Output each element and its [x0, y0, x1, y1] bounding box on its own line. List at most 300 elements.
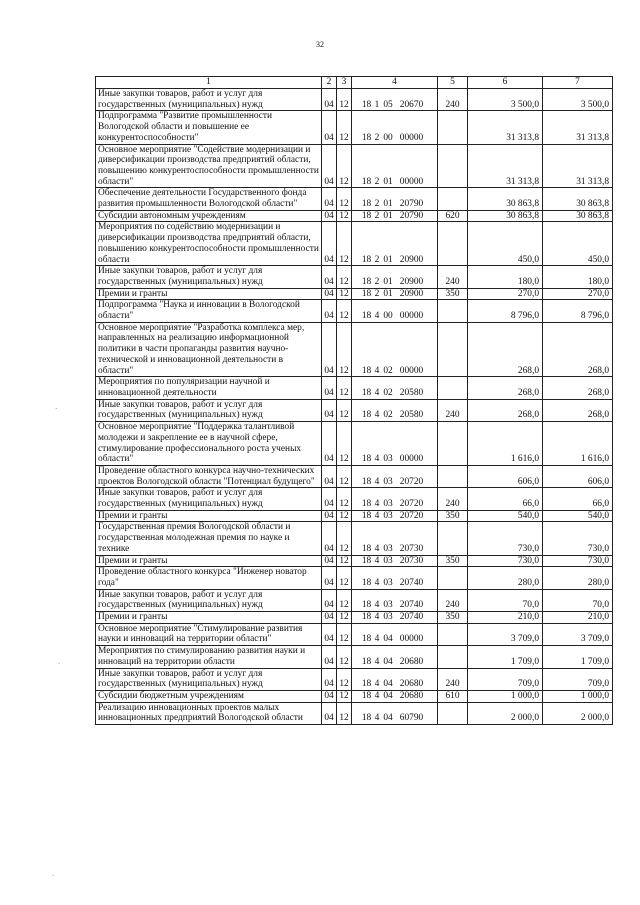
row-code-5-cell [438, 522, 468, 555]
row-code-2-cell: 04 [322, 465, 337, 487]
row-code-4-cell [352, 522, 438, 555]
row-amount-6-cell: 1 616,0 [468, 422, 543, 466]
code-part-1: 18 [361, 365, 372, 376]
table-row [96, 646, 613, 668]
row-amount-7-cell: 280,0 [543, 567, 613, 589]
row-code-5-cell [438, 646, 468, 668]
row-amount-7-cell: 730,0 [543, 522, 613, 555]
code-part-1: 18 [361, 656, 372, 667]
code-part-1: 18 [361, 510, 372, 521]
row-name-cell: Проведение областного конкурса "Инженер новатор года" [96, 567, 322, 589]
code-part-2: 4 [374, 410, 380, 421]
code-part-4: 00000 [399, 634, 424, 645]
row-amount-6-cell: 30 863,8 [468, 210, 543, 222]
row-name-cell: Субсидии автономным учреждениям [96, 210, 322, 222]
row-name-cell: Мероприятия по стимулированию развития науки и инноваций на территории области [96, 646, 322, 668]
row-amount-7-cell: 1 709,0 [543, 646, 613, 668]
row-code-4-cell [352, 422, 438, 466]
row-amount-7-cell: 730,0 [543, 555, 613, 567]
code-part-2: 4 [374, 612, 380, 623]
code-part-3: 01 [383, 199, 393, 210]
row-name-cell: Обеспечение деятельности Государственного фонда развития промышленности Вологодской области" [96, 188, 322, 210]
code-part-2: 4 [374, 454, 380, 465]
code-part-4: 00000 [399, 176, 424, 187]
code-part-1: 18 [361, 476, 372, 487]
row-amount-6-cell: 270,0 [468, 288, 543, 300]
row-code-5-cell [438, 300, 468, 322]
code-part-3: 04 [383, 656, 393, 667]
row-code-4-cell [352, 322, 438, 377]
row-code-4-cell [352, 210, 438, 222]
code-part-4: 20740 [399, 612, 424, 623]
table-row [96, 188, 613, 210]
row-code-4-cell [352, 111, 438, 144]
code-part-4: 20900 [399, 288, 424, 299]
table-row [96, 690, 613, 702]
row-amount-6-cell: 3 709,0 [468, 623, 543, 645]
code-part-4: 60790 [399, 713, 424, 724]
header-cell-4: 4 [352, 77, 438, 89]
code-part-3: 00 [383, 311, 393, 322]
row-code-3-cell: 12 [337, 377, 352, 399]
row-code-2-cell: 04 [322, 623, 337, 645]
code-part-2: 4 [374, 690, 380, 701]
code-part-4: 20720 [399, 476, 424, 487]
row-name-cell: Государственная премия Вологодской области и государственная молодежная премия по науке и технике [96, 522, 322, 555]
row-code-4-cell [352, 690, 438, 702]
row-code-2-cell: 04 [322, 111, 337, 144]
row-code-5-cell [438, 465, 468, 487]
row-code-4-cell [352, 266, 438, 288]
row-amount-7-cell: 3 709,0 [543, 623, 613, 645]
code-part-2: 2 [374, 254, 380, 265]
row-name-cell: Иные закупки товаров, работ и услуг для государственных (муниципальных) нужд [96, 266, 322, 288]
code-part-2: 4 [374, 387, 380, 398]
code-part-2: 4 [374, 634, 380, 645]
code-part-3: 04 [383, 690, 393, 701]
row-name-cell: Иные закупки товаров, работ и услуг для государственных (муниципальных) нужд [96, 89, 322, 111]
code-part-2: 2 [374, 132, 380, 143]
row-code-2-cell: 04 [322, 89, 337, 111]
row-amount-6-cell: 2 000,0 [468, 702, 543, 724]
table-row [96, 465, 613, 487]
row-amount-7-cell: 1 000,0 [543, 690, 613, 702]
row-amount-6-cell: 268,0 [468, 377, 543, 399]
row-amount-6-cell: 730,0 [468, 522, 543, 555]
table-row [96, 567, 613, 589]
row-name-cell: Премии и гранты [96, 612, 322, 624]
row-amount-7-cell: 70,0 [543, 589, 613, 611]
code-part-4: 00000 [399, 365, 424, 376]
row-code-3-cell: 12 [337, 522, 352, 555]
row-code-5-cell: 240 [438, 488, 468, 510]
row-code-4-cell [352, 646, 438, 668]
code-part-2: 4 [374, 311, 380, 322]
row-amount-7-cell: 540,0 [543, 510, 613, 522]
code-part-1: 18 [361, 600, 372, 611]
code-part-1: 18 [361, 454, 372, 465]
row-amount-7-cell: 268,0 [543, 399, 613, 421]
row-code-2-cell: 04 [322, 690, 337, 702]
code-part-2: 2 [374, 288, 380, 299]
code-part-3: 03 [383, 612, 393, 623]
row-code-5-cell: 610 [438, 690, 468, 702]
row-code-4-cell [352, 300, 438, 322]
row-code-4-cell [352, 222, 438, 266]
table-row [96, 89, 613, 111]
row-code-2-cell: 04 [322, 144, 337, 188]
row-code-2-cell: 04 [322, 668, 337, 690]
header-cell-2: 2 [322, 77, 337, 89]
code-part-4: 20720 [399, 499, 424, 510]
code-part-2: 4 [374, 365, 380, 376]
table-row [96, 111, 613, 144]
row-code-5-cell: 240 [438, 266, 468, 288]
code-part-3: 03 [383, 600, 393, 611]
row-code-5-cell: 350 [438, 288, 468, 300]
row-amount-6-cell: 606,0 [468, 465, 543, 487]
code-part-2: 4 [374, 510, 380, 521]
code-part-3: 03 [383, 555, 393, 566]
row-code-3-cell: 12 [337, 111, 352, 144]
code-part-1: 18 [361, 99, 372, 110]
row-name-cell: Основное мероприятие "Разработка комплекса мер, направленных на реализацию информационной политики в части пропаганды развития научно-технической и инновационной деятельности в области" [96, 322, 322, 377]
code-part-1: 18 [361, 499, 372, 510]
code-part-4: 00000 [399, 311, 424, 322]
row-amount-6-cell: 3 500,0 [468, 89, 543, 111]
row-code-2-cell: 04 [322, 612, 337, 624]
code-part-4: 20740 [399, 577, 424, 588]
margin-mark: · [55, 405, 58, 413]
row-code-5-cell [438, 144, 468, 188]
row-amount-6-cell: 8 796,0 [468, 300, 543, 322]
row-code-3-cell: 12 [337, 144, 352, 188]
row-name-cell: Премии и гранты [96, 288, 322, 300]
row-code-3-cell: 12 [337, 89, 352, 111]
row-name-cell: Премии и гранты [96, 510, 322, 522]
table-row [96, 288, 613, 300]
code-part-1: 18 [361, 634, 372, 645]
row-code-3-cell: 12 [337, 589, 352, 611]
row-code-5-cell [438, 222, 468, 266]
page-number: 32 [316, 40, 324, 49]
row-amount-6-cell: 268,0 [468, 322, 543, 377]
code-part-4: 20900 [399, 254, 424, 265]
code-part-1: 18 [361, 713, 372, 724]
row-code-3-cell: 12 [337, 690, 352, 702]
code-part-4: 20680 [399, 679, 424, 690]
table-row [96, 399, 613, 421]
code-part-4: 20740 [399, 600, 424, 611]
row-code-2-cell: 04 [322, 210, 337, 222]
code-part-1: 18 [361, 288, 372, 299]
header-cell-6: 6 [468, 77, 543, 89]
row-code-5-cell: 240 [438, 89, 468, 111]
row-code-4-cell [352, 589, 438, 611]
row-amount-7-cell: 268,0 [543, 377, 613, 399]
row-code-3-cell: 12 [337, 567, 352, 589]
row-name-cell: Основное мероприятие "Содействие модернизации и диверсификации производства предприятий области, повышению конкурентоспособности промышленности области" [96, 144, 322, 188]
row-name-cell: Мероприятия по содействию модернизации и диверсификации производства предприятий области, повышению конкурентоспособности промышленности области [96, 222, 322, 266]
row-amount-6-cell: 709,0 [468, 668, 543, 690]
row-code-3-cell: 12 [337, 465, 352, 487]
row-amount-7-cell: 30 863,8 [543, 188, 613, 210]
code-part-1: 18 [361, 210, 372, 221]
row-code-2-cell: 04 [322, 222, 337, 266]
row-code-3-cell: 12 [337, 646, 352, 668]
row-amount-7-cell: 606,0 [543, 465, 613, 487]
code-part-2: 4 [374, 577, 380, 588]
row-code-2-cell: 04 [322, 589, 337, 611]
code-part-2: 1 [374, 99, 380, 110]
row-code-5-cell [438, 623, 468, 645]
row-name-cell: Основное мероприятие "Поддержка талантливой молодежи и закрепление ее в научной сфере, стимулирование профессионального роста ученых области" [96, 422, 322, 466]
row-amount-7-cell: 270,0 [543, 288, 613, 300]
row-code-3-cell: 12 [337, 668, 352, 690]
code-part-2: 4 [374, 543, 380, 554]
table-row [96, 488, 613, 510]
row-code-2-cell: 04 [322, 488, 337, 510]
row-code-4-cell [352, 702, 438, 724]
row-code-2-cell: 04 [322, 377, 337, 399]
code-part-3: 02 [383, 365, 393, 376]
row-name-cell: Иные закупки товаров, работ и услуг для государственных (муниципальных) нужд [96, 668, 322, 690]
table-row [96, 377, 613, 399]
code-part-3: 03 [383, 499, 393, 510]
row-code-4-cell [352, 377, 438, 399]
header-row [96, 77, 613, 89]
code-part-3: 03 [383, 577, 393, 588]
code-part-3: 01 [383, 176, 393, 187]
code-part-4: 20580 [399, 410, 424, 421]
row-amount-7-cell: 210,0 [543, 612, 613, 624]
code-part-4: 20720 [399, 510, 424, 521]
row-code-3-cell: 12 [337, 555, 352, 567]
code-part-2: 4 [374, 499, 380, 510]
table-row [96, 623, 613, 645]
row-amount-7-cell: 180,0 [543, 266, 613, 288]
row-code-4-cell [352, 555, 438, 567]
row-code-4-cell [352, 188, 438, 210]
code-part-4: 20790 [399, 210, 424, 221]
row-name-cell: Мероприятия по популяризации научной и инновационной деятельности [96, 377, 322, 399]
code-part-4: 20670 [399, 99, 424, 110]
row-code-5-cell: 350 [438, 612, 468, 624]
code-part-2: 4 [374, 555, 380, 566]
code-part-2: 4 [374, 713, 380, 724]
row-code-3-cell: 12 [337, 623, 352, 645]
row-code-2-cell: 04 [322, 646, 337, 668]
row-code-3-cell: 12 [337, 222, 352, 266]
code-part-2: 2 [374, 176, 380, 187]
row-code-3-cell: 12 [337, 422, 352, 466]
row-code-3-cell: 12 [337, 702, 352, 724]
code-part-1: 18 [361, 254, 372, 265]
row-amount-6-cell: 1 709,0 [468, 646, 543, 668]
row-amount-6-cell: 70,0 [468, 589, 543, 611]
row-amount-7-cell: 709,0 [543, 668, 613, 690]
code-part-4: 20730 [399, 543, 424, 554]
row-code-4-cell [352, 488, 438, 510]
code-part-1: 18 [361, 410, 372, 421]
row-code-2-cell: 04 [322, 510, 337, 522]
header-cell-7: 7 [543, 77, 613, 89]
code-part-1: 18 [361, 690, 372, 701]
row-code-2-cell: 04 [322, 567, 337, 589]
row-code-5-cell [438, 567, 468, 589]
code-part-1: 18 [361, 311, 372, 322]
row-name-cell: Подпрограмма "Развитие промышленности Вологодской области и повышение ее конкурентоспособности" [96, 111, 322, 144]
code-part-3: 03 [383, 454, 393, 465]
header-cell-5: 5 [438, 77, 468, 89]
row-code-4-cell [352, 288, 438, 300]
row-amount-6-cell: 210,0 [468, 612, 543, 624]
row-amount-7-cell: 450,0 [543, 222, 613, 266]
row-code-4-cell [352, 144, 438, 188]
row-code-4-cell [352, 399, 438, 421]
row-amount-6-cell: 268,0 [468, 399, 543, 421]
row-code-3-cell: 12 [337, 288, 352, 300]
code-part-3: 04 [383, 713, 393, 724]
code-part-1: 18 [361, 679, 372, 690]
code-part-3: 04 [383, 679, 393, 690]
row-name-cell: Подпрограмма "Наука и инновации в Вологодской области" [96, 300, 322, 322]
row-code-5-cell [438, 188, 468, 210]
row-amount-7-cell: 31 313,8 [543, 144, 613, 188]
code-part-2: 2 [374, 210, 380, 221]
code-part-3: 01 [383, 288, 393, 299]
row-code-5-cell [438, 702, 468, 724]
code-part-3: 05 [383, 99, 393, 110]
row-code-3-cell: 12 [337, 266, 352, 288]
row-code-3-cell: 12 [337, 510, 352, 522]
table-row [96, 510, 613, 522]
code-part-3: 03 [383, 510, 393, 521]
code-part-1: 18 [361, 543, 372, 554]
code-part-3: 01 [383, 210, 393, 221]
row-code-3-cell: 12 [337, 488, 352, 510]
table-row [96, 322, 613, 377]
row-code-3-cell: 12 [337, 399, 352, 421]
row-code-5-cell: 350 [438, 510, 468, 522]
row-code-2-cell: 04 [322, 288, 337, 300]
row-code-2-cell: 04 [322, 555, 337, 567]
table-row [96, 522, 613, 555]
code-part-2: 2 [374, 276, 380, 287]
row-name-cell: Проведение областного конкурса научно-технических проектов Вологодской области "Потенциал будущего" [96, 465, 322, 487]
code-part-2: 4 [374, 679, 380, 690]
row-code-2-cell: 04 [322, 422, 337, 466]
table-row [96, 589, 613, 611]
row-name-cell: Премии и гранты [96, 555, 322, 567]
row-amount-6-cell: 540,0 [468, 510, 543, 522]
row-code-5-cell [438, 377, 468, 399]
code-part-4: 20790 [399, 199, 424, 210]
code-part-4: 00000 [399, 454, 424, 465]
table-row [96, 555, 613, 567]
row-code-4-cell [352, 612, 438, 624]
row-amount-6-cell: 280,0 [468, 567, 543, 589]
row-code-4-cell [352, 567, 438, 589]
row-amount-6-cell: 730,0 [468, 555, 543, 567]
table-row [96, 668, 613, 690]
code-part-3: 02 [383, 410, 393, 421]
table-row [96, 222, 613, 266]
row-amount-7-cell: 31 313,8 [543, 111, 613, 144]
row-code-5-cell [438, 111, 468, 144]
table-row [96, 612, 613, 624]
table-row [96, 422, 613, 466]
row-code-2-cell: 04 [322, 399, 337, 421]
row-code-5-cell: 240 [438, 668, 468, 690]
code-part-2: 4 [374, 656, 380, 667]
code-part-4: 20580 [399, 387, 424, 398]
table-row [96, 266, 613, 288]
code-part-1: 18 [361, 276, 372, 287]
row-code-2-cell: 04 [322, 266, 337, 288]
code-part-4: 20900 [399, 276, 424, 287]
row-amount-6-cell: 30 863,8 [468, 188, 543, 210]
code-part-1: 18 [361, 387, 372, 398]
row-amount-6-cell: 31 313,8 [468, 111, 543, 144]
row-code-3-cell: 12 [337, 322, 352, 377]
row-amount-6-cell: 66,0 [468, 488, 543, 510]
row-amount-7-cell: 3 500,0 [543, 89, 613, 111]
row-name-cell: Реализацию инновационных проектов малых инновационных предприятий Вологодской области [96, 702, 322, 724]
code-part-1: 18 [361, 176, 372, 187]
code-part-1: 18 [361, 577, 372, 588]
row-amount-6-cell: 180,0 [468, 266, 543, 288]
row-code-3-cell: 12 [337, 210, 352, 222]
row-code-4-cell [352, 510, 438, 522]
header-cell-1: 1 [96, 77, 322, 89]
table-body [96, 89, 613, 725]
margin-mark: · [58, 660, 61, 668]
row-code-3-cell: 12 [337, 612, 352, 624]
row-amount-6-cell: 450,0 [468, 222, 543, 266]
code-part-3: 01 [383, 276, 393, 287]
budget-table [95, 76, 613, 725]
row-code-4-cell [352, 623, 438, 645]
row-name-cell: Основное мероприятие "Стимулирование развития науки и инноваций на территории области" [96, 623, 322, 645]
row-amount-7-cell: 30 863,8 [543, 210, 613, 222]
row-amount-7-cell: 268,0 [543, 322, 613, 377]
code-part-1: 18 [361, 612, 372, 623]
row-code-5-cell: 240 [438, 399, 468, 421]
row-code-5-cell: 350 [438, 555, 468, 567]
code-part-2: 4 [374, 600, 380, 611]
code-part-4: 20680 [399, 656, 424, 667]
margin-mark: · [52, 872, 55, 880]
row-amount-6-cell: 1 000,0 [468, 690, 543, 702]
code-part-3: 02 [383, 387, 393, 398]
code-part-2: 4 [374, 476, 380, 487]
row-name-cell: Иные закупки товаров, работ и услуг для государственных (муниципальных) нужд [96, 399, 322, 421]
row-name-cell: Субсидии бюджетным учреждениям [96, 690, 322, 702]
row-amount-7-cell: 1 616,0 [543, 422, 613, 466]
row-code-2-cell: 04 [322, 300, 337, 322]
code-part-3: 00 [383, 132, 393, 143]
row-code-5-cell: 620 [438, 210, 468, 222]
row-amount-7-cell: 2 000,0 [543, 702, 613, 724]
code-part-3: 03 [383, 543, 393, 554]
row-code-4-cell [352, 668, 438, 690]
row-code-4-cell [352, 465, 438, 487]
code-part-3: 03 [383, 476, 393, 487]
row-code-2-cell: 04 [322, 188, 337, 210]
row-code-2-cell: 04 [322, 702, 337, 724]
header-cell-3: 3 [337, 77, 352, 89]
